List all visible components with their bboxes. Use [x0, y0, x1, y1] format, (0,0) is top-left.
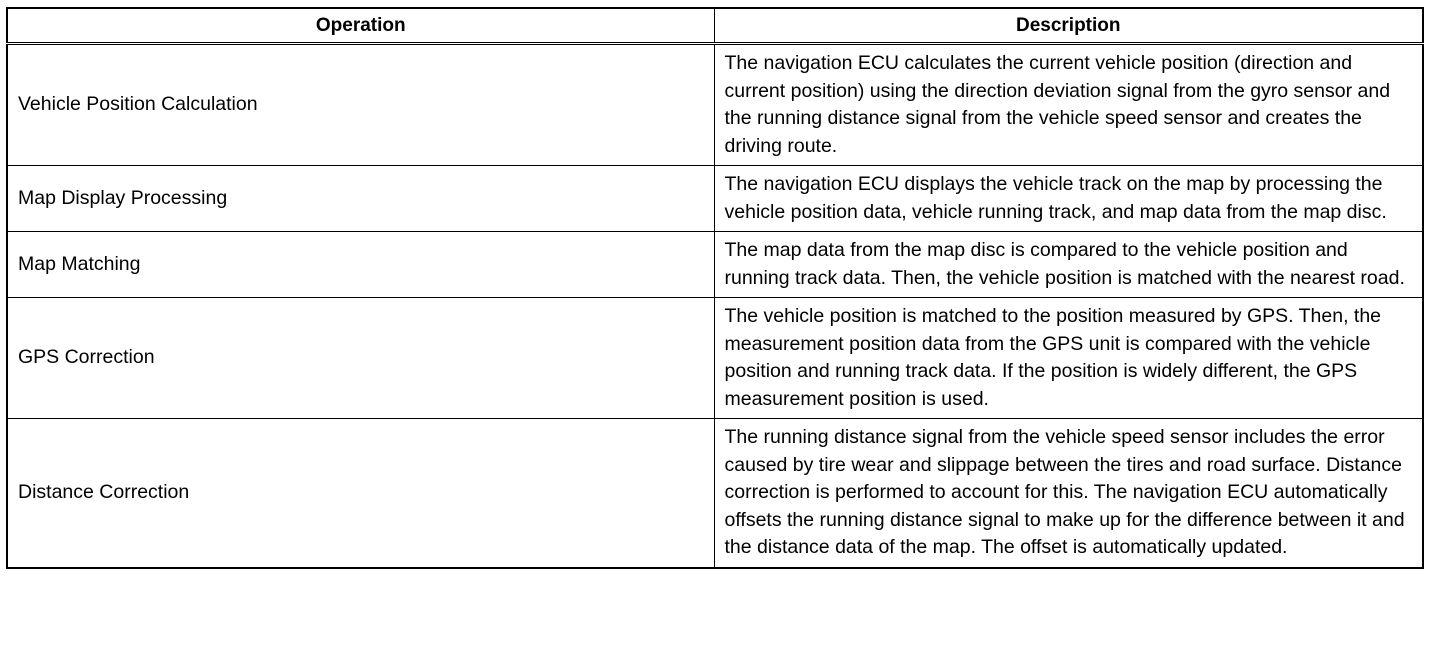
operation-cell: Map Display Processing: [7, 166, 714, 232]
description-column-header: Description: [714, 8, 1423, 44]
operation-cell: Distance Correction: [7, 419, 714, 568]
table-row: [7, 419, 1423, 568]
description-cell: The map data from the map disc is compared to the vehicle position and running track data. Then, the vehicle position is matched with the nearest road.: [714, 232, 1423, 298]
operation-cell: Vehicle Position Calculation: [7, 44, 714, 166]
description-cell: The navigation ECU displays the vehicle track on the map by processing the vehicle position data, vehicle running track, and map data from the map disc.: [714, 166, 1423, 232]
table-row: [7, 166, 1423, 232]
table-row: [7, 298, 1423, 419]
description-cell: The navigation ECU calculates the current vehicle position (direction and current position) using the direction deviation signal from the gyro sensor and the running distance signal from the vehicle speed sensor and creates the driving route.: [714, 44, 1423, 166]
table-row: [7, 232, 1423, 298]
operations-table: [6, 7, 1424, 569]
table-header-row: [7, 8, 1423, 44]
operation-cell: Map Matching: [7, 232, 714, 298]
operations-table-container: [6, 7, 1422, 569]
operation-cell: GPS Correction: [7, 298, 714, 419]
table-row: [7, 44, 1423, 166]
description-cell: The running distance signal from the vehicle speed sensor includes the error caused by tire wear and slippage between the tires and road surface. Distance correction is performed to account for this. The navigation ECU automatically offsets the running distance signal to make up for the difference between it and the distance data of the map. The offset is automatically updated.: [714, 419, 1423, 568]
description-cell: The vehicle position is matched to the position measured by GPS. Then, the measurement position data from the GPS unit is compared with the vehicle position and running track data. If the position is widely different, the GPS measurement position is used.: [714, 298, 1423, 419]
operation-column-header: Operation: [7, 8, 714, 44]
